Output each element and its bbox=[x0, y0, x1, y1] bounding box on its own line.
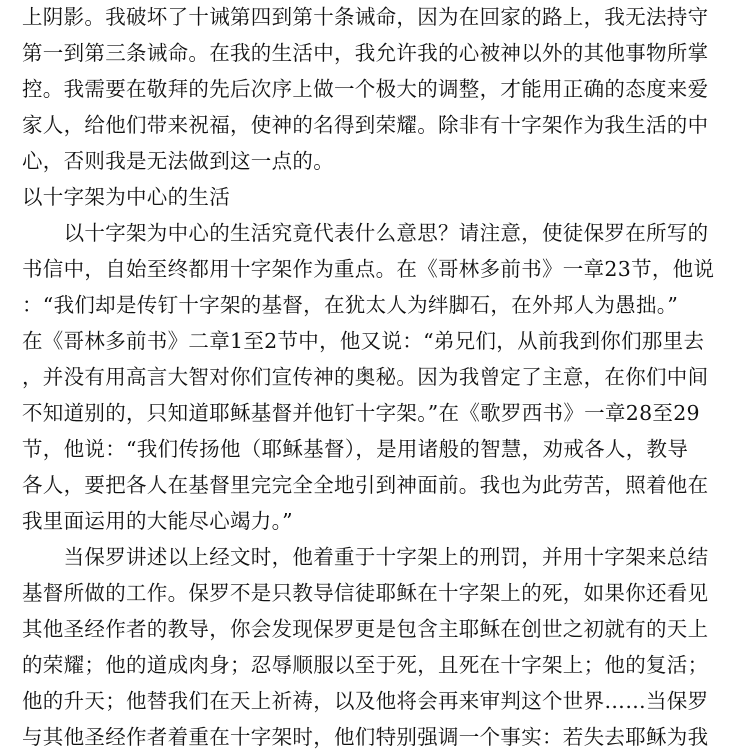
text-line: 不知道别的，只知道耶稣基督并他钉十字架。”在《歌罗西书》一章28至29 bbox=[22, 401, 700, 425]
text-line: 基督所做的工作。保罗不是只教导信徒耶稣在十字架上的死，如果你还看见 bbox=[22, 581, 709, 605]
text-line: 第一到第三条诫命。在我的生活中，我允许我的心被神以外的其他事物所掌 bbox=[22, 41, 709, 65]
section-heading: 以十字架为中心的生活 bbox=[22, 185, 230, 209]
text-line: 节，他说：“我们传扬他（耶稣基督），是用诸般的智慧，劝戒各人，教导 bbox=[22, 437, 689, 461]
text-line: 家人，给他们带来祝福，使神的名得到荣耀。除非有十字架作为我生活的中 bbox=[22, 113, 709, 137]
text-line: 心，否则我是无法做到这一点的。 bbox=[22, 149, 334, 173]
text-line: 以十字架为中心的生活究竟代表什么意思？请注意，使徒保罗在所写的 bbox=[22, 221, 709, 245]
text-line: 书信中，自始至终都用十字架作为重点。在《哥林多前书》一章23节，他说 bbox=[22, 257, 715, 281]
text-line: ：“我们却是传钉十字架的基督，在犹太人为绊脚石，在外邦人为愚拙。” bbox=[22, 293, 679, 317]
text-line: 各人，要把各人在基督里完完全全地引到神面前。我也为此劳苦，照着他在 bbox=[22, 473, 709, 497]
text-line: 其他圣经作者的教导，你会发现保罗更是包含主耶稣在创世之初就有的天上 bbox=[22, 617, 709, 641]
text-line: 我里面运用的大能尽心竭力。” bbox=[22, 509, 293, 533]
text-line: 与其他圣经作者着重在十字架时，他们特别强调一个事实：若失去耶稣为我 bbox=[22, 725, 709, 749]
text-line: ，并没有用高言大智对你们宣传神的奥秘。因为我曾定了主意，在你们中间 bbox=[22, 365, 709, 389]
text-line: 的荣耀；他的道成肉身；忍辱顺服以至于死，且死在十字架上；他的复活； bbox=[22, 653, 709, 677]
text-line: 控。我需要在敬拜的先后次序上做一个极大的调整，才能用正确的态度来爱 bbox=[22, 77, 709, 101]
text-line: 在《哥林多前书》二章1至2节中，他又说：“弟兄们，从前我到你们那里去 bbox=[22, 329, 705, 353]
text-line: 他的升天；他替我们在天上祈祷，以及他将会再来审判这个世界……当保罗 bbox=[22, 689, 709, 713]
text-line: 当保罗讲述以上经文时，他着重于十字架上的刑罚，并用十字架来总结 bbox=[22, 545, 709, 569]
text-line: 上阴影。我破坏了十诫第四到第十条诫命，因为在回家的路上，我无法持守 bbox=[22, 5, 709, 29]
